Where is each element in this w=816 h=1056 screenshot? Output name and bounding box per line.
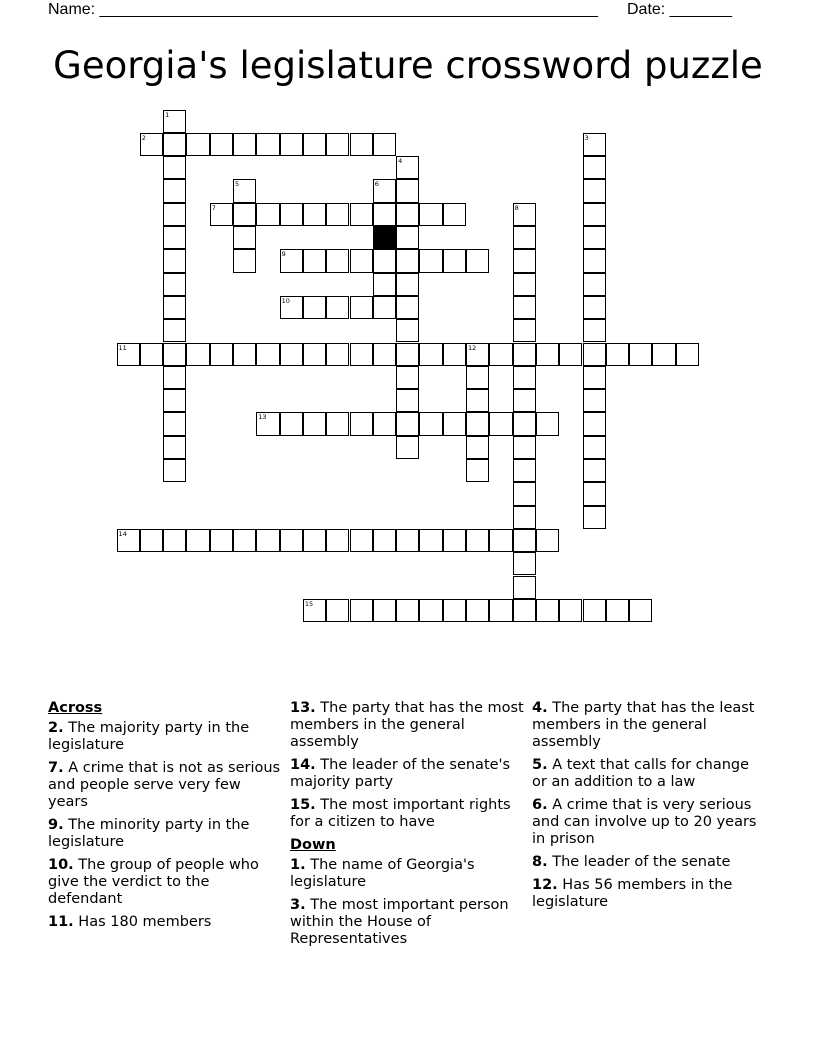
clue-across-7 <box>48 760 284 811</box>
crossword-cell[interactable] <box>163 133 186 156</box>
crossword-cell[interactable] <box>559 343 582 366</box>
clue-number-label: 1 <box>165 110 170 119</box>
clue-text: A crime that is not as serious and people serve very few years <box>48 760 281 810</box>
crossword-cell[interactable] <box>373 179 396 202</box>
crossword-cell[interactable] <box>303 133 326 156</box>
crossword-cell[interactable] <box>373 343 396 366</box>
blocked-cell <box>373 226 396 249</box>
crossword-cell[interactable] <box>536 599 559 622</box>
clue-number: 15. <box>290 797 316 813</box>
crossword-cell[interactable] <box>186 133 209 156</box>
crossword-cell[interactable] <box>443 599 466 622</box>
crossword-cell[interactable] <box>350 599 373 622</box>
clue-number-label: 4 <box>398 157 403 166</box>
clue-text: Has 56 members in the legislature <box>532 877 733 910</box>
crossword-cell[interactable] <box>466 249 489 272</box>
crossword-cell[interactable] <box>303 296 326 319</box>
crossword-cell[interactable] <box>443 412 466 435</box>
crossword-cell[interactable] <box>536 343 559 366</box>
clue-text: The leader of the senate's majority party <box>290 757 511 790</box>
clue-number-label: 10 <box>281 296 290 305</box>
crossword-cell[interactable] <box>350 412 373 435</box>
crossword-cell[interactable] <box>210 203 233 226</box>
crossword-cell[interactable] <box>583 412 606 435</box>
crossword-cell[interactable] <box>629 599 652 622</box>
crossword-cell[interactable] <box>163 343 186 366</box>
crossword-cell[interactable] <box>233 133 256 156</box>
crossword-cell[interactable] <box>466 529 489 552</box>
crossword-cell[interactable] <box>303 529 326 552</box>
clue-number: 11. <box>48 914 74 930</box>
crossword-cell[interactable] <box>303 343 326 366</box>
crossword-cell[interactable] <box>536 529 559 552</box>
crossword-cell[interactable] <box>256 412 279 435</box>
crossword-cell[interactable] <box>419 343 442 366</box>
crossword-cell[interactable] <box>373 203 396 226</box>
crossword-cell[interactable] <box>513 412 536 435</box>
crossword-cell[interactable] <box>513 273 536 296</box>
crossword-cell[interactable] <box>373 529 396 552</box>
crossword-cell[interactable] <box>396 529 419 552</box>
clue-text: Has 180 members <box>78 914 212 930</box>
crossword-cell[interactable] <box>280 296 303 319</box>
clue-number-label: 5 <box>235 180 240 189</box>
clue-number-label: 8 <box>514 203 519 212</box>
clue-text: A crime that is very serious and can involve up to 20 years in prison <box>532 797 757 847</box>
clue-across-15 <box>290 797 526 831</box>
crossword-cell[interactable] <box>419 249 442 272</box>
crossword-cell[interactable] <box>140 133 163 156</box>
crossword-cell[interactable] <box>186 529 209 552</box>
crossword-cell[interactable] <box>117 343 140 366</box>
clue-across-14 <box>290 757 526 791</box>
crossword-cell[interactable] <box>513 529 536 552</box>
clue-text: The group of people who give the verdict to the defendant <box>48 857 259 907</box>
crossword-cell[interactable] <box>583 179 606 202</box>
clue-down-8 <box>532 854 768 871</box>
clue-number-label: 13 <box>258 413 267 422</box>
crossword-cell[interactable] <box>583 366 606 389</box>
crossword-cell[interactable] <box>583 319 606 342</box>
crossword-cell[interactable] <box>163 110 186 133</box>
clue-number-label: 14 <box>118 529 127 538</box>
crossword-cell[interactable] <box>583 296 606 319</box>
clue-number: 5. <box>532 757 548 773</box>
clue-column-2 <box>290 700 526 954</box>
clue-number: 2. <box>48 720 64 736</box>
date-field-label: Date: _______ <box>627 1 732 18</box>
crossword-cell[interactable] <box>326 133 349 156</box>
crossword-cell[interactable] <box>513 552 536 575</box>
crossword-cell[interactable] <box>326 203 349 226</box>
clue-number-label: 11 <box>118 343 127 352</box>
crossword-cell[interactable] <box>652 343 675 366</box>
crossword-cell[interactable] <box>210 529 233 552</box>
clue-text: The most important person within the House of Representatives <box>290 897 509 947</box>
crossword-cell[interactable] <box>373 133 396 156</box>
crossword-cell[interactable] <box>513 506 536 529</box>
clue-number: 8. <box>532 854 548 870</box>
clue-number: 3. <box>290 897 306 913</box>
crossword-cell[interactable] <box>280 529 303 552</box>
crossword-cell[interactable] <box>396 273 419 296</box>
clue-down-5 <box>532 757 768 791</box>
clue-number: 14. <box>290 757 316 773</box>
clue-number-label: 2 <box>141 133 146 142</box>
crossword-cell[interactable] <box>513 296 536 319</box>
crossword-cell[interactable] <box>256 133 279 156</box>
crossword-cell[interactable] <box>489 412 512 435</box>
crossword-cell[interactable] <box>513 249 536 272</box>
crossword-cell[interactable] <box>466 366 489 389</box>
crossword-cell[interactable] <box>606 343 629 366</box>
crossword-cell[interactable] <box>466 343 489 366</box>
crossword-cell[interactable] <box>303 249 326 272</box>
crossword-cell[interactable] <box>466 389 489 412</box>
crossword-cell[interactable] <box>303 203 326 226</box>
crossword-cell[interactable] <box>443 529 466 552</box>
crossword-cell[interactable] <box>163 296 186 319</box>
crossword-cell[interactable] <box>210 133 233 156</box>
crossword-cell[interactable] <box>513 366 536 389</box>
crossword-cell[interactable] <box>583 599 606 622</box>
crossword-cell[interactable] <box>583 133 606 156</box>
crossword-cell[interactable] <box>233 203 256 226</box>
crossword-cell[interactable] <box>163 156 186 179</box>
crossword-cell[interactable] <box>350 296 373 319</box>
clue-down-6 <box>532 797 768 848</box>
crossword-cell[interactable] <box>629 343 652 366</box>
crossword-cell[interactable] <box>233 343 256 366</box>
crossword-cell[interactable] <box>396 599 419 622</box>
clue-number-label: 3 <box>584 133 589 142</box>
crossword-cell[interactable] <box>583 436 606 459</box>
crossword-cell[interactable] <box>443 249 466 272</box>
crossword-cell[interactable] <box>419 412 442 435</box>
crossword-cell[interactable] <box>583 389 606 412</box>
crossword-cell[interactable] <box>466 412 489 435</box>
clue-number: 13. <box>290 700 316 716</box>
crossword-cell[interactable] <box>117 529 140 552</box>
clue-down-4 <box>532 700 768 751</box>
crossword-cell[interactable] <box>350 529 373 552</box>
crossword-cell[interactable] <box>256 343 279 366</box>
crossword-cell[interactable] <box>326 412 349 435</box>
crossword-cell[interactable] <box>676 343 699 366</box>
clue-across-2 <box>48 720 284 754</box>
crossword-cell[interactable] <box>396 436 419 459</box>
clue-number: 1. <box>290 857 306 873</box>
crossword-cell[interactable] <box>233 226 256 249</box>
crossword-cell[interactable] <box>303 412 326 435</box>
clue-text: A text that calls for change or an addition to a law <box>532 757 750 790</box>
clue-text: The leader of the senate <box>552 854 731 870</box>
crossword-cell[interactable] <box>583 459 606 482</box>
clue-across-9 <box>48 817 284 851</box>
clue-across-11 <box>48 914 284 931</box>
crossword-cell[interactable] <box>513 319 536 342</box>
crossword-cell[interactable] <box>396 226 419 249</box>
clue-text: The party that has the most members in the general assembly <box>290 700 524 750</box>
crossword-cell[interactable] <box>513 203 536 226</box>
down-heading: Down <box>290 837 336 853</box>
clue-across-10 <box>48 857 284 908</box>
crossword-cell[interactable] <box>373 249 396 272</box>
clue-number-label: 9 <box>281 250 286 259</box>
crossword-cell[interactable] <box>233 179 256 202</box>
crossword-cell[interactable] <box>396 389 419 412</box>
clue-text: The party that has the least members in the general assembly <box>532 700 755 750</box>
clue-text: The most important rights for a citizen to have <box>290 797 511 830</box>
clue-number: 6. <box>532 797 548 813</box>
crossword-cell[interactable] <box>280 133 303 156</box>
crossword-cell[interactable] <box>326 599 349 622</box>
clue-column-1 <box>48 700 284 937</box>
crossword-cell[interactable] <box>396 319 419 342</box>
clue-number-label: 7 <box>211 203 216 212</box>
crossword-cell[interactable] <box>489 599 512 622</box>
name-field-label: Name: ________________________________________________________ <box>48 1 598 18</box>
across-heading: Across <box>48 700 103 716</box>
crossword-cell[interactable] <box>140 343 163 366</box>
crossword-cell[interactable] <box>513 482 536 505</box>
crossword-cell[interactable] <box>280 249 303 272</box>
clue-number-label: 6 <box>374 180 379 189</box>
crossword-cell[interactable] <box>140 529 163 552</box>
crossword-cell[interactable] <box>233 249 256 272</box>
crossword-cell[interactable] <box>443 343 466 366</box>
crossword-cell[interactable] <box>163 179 186 202</box>
page-title: Georgia's legislature crossword puzzle <box>53 44 763 87</box>
crossword-cell[interactable] <box>583 226 606 249</box>
crossword-cell[interactable] <box>513 436 536 459</box>
crossword-cell[interactable] <box>513 459 536 482</box>
crossword-cell[interactable] <box>163 319 186 342</box>
crossword-cell[interactable] <box>466 459 489 482</box>
crossword-cell[interactable] <box>163 529 186 552</box>
clue-text: The name of Georgia's legislature <box>290 857 475 890</box>
crossword-cell[interactable] <box>233 529 256 552</box>
crossword-cell[interactable] <box>396 412 419 435</box>
crossword-cell[interactable] <box>466 599 489 622</box>
crossword-cell[interactable] <box>280 412 303 435</box>
crossword-cell[interactable] <box>210 343 233 366</box>
crossword-cell[interactable] <box>536 412 559 435</box>
crossword-cell[interactable] <box>419 599 442 622</box>
crossword-cell[interactable] <box>583 156 606 179</box>
crossword-cell[interactable] <box>163 273 186 296</box>
crossword-cell[interactable] <box>280 203 303 226</box>
crossword-cell[interactable] <box>396 343 419 366</box>
crossword-cell[interactable] <box>373 273 396 296</box>
crossword-cell[interactable] <box>583 249 606 272</box>
clue-text: The majority party in the legislature <box>48 720 250 753</box>
crossword-cell[interactable] <box>559 599 582 622</box>
clue-number: 4. <box>532 700 548 716</box>
crossword-cell[interactable] <box>606 599 629 622</box>
crossword-cell[interactable] <box>350 343 373 366</box>
clue-number: 9. <box>48 817 64 833</box>
clue-number: 12. <box>532 877 558 893</box>
crossword-cell[interactable] <box>466 436 489 459</box>
crossword-cell[interactable] <box>256 203 279 226</box>
crossword-cell[interactable] <box>163 436 186 459</box>
clue-down-3 <box>290 897 526 948</box>
clue-down-12 <box>532 877 768 911</box>
crossword-cell[interactable] <box>350 203 373 226</box>
crossword-cell[interactable] <box>373 599 396 622</box>
crossword-cell[interactable] <box>396 249 419 272</box>
crossword-cell[interactable] <box>163 459 186 482</box>
crossword-cell[interactable] <box>373 412 396 435</box>
crossword-cell[interactable] <box>186 343 209 366</box>
crossword-cell[interactable] <box>583 482 606 505</box>
crossword-cell[interactable] <box>443 203 466 226</box>
crossword-cell[interactable] <box>419 203 442 226</box>
crossword-cell[interactable] <box>583 203 606 226</box>
clue-number: 7. <box>48 760 64 776</box>
crossword-cell[interactable] <box>513 599 536 622</box>
crossword-cell[interactable] <box>373 296 396 319</box>
crossword-cell[interactable] <box>513 343 536 366</box>
crossword-cell[interactable] <box>396 203 419 226</box>
clue-across-13 <box>290 700 526 751</box>
crossword-cell[interactable] <box>396 366 419 389</box>
crossword-cell[interactable] <box>163 226 186 249</box>
crossword-cell[interactable] <box>489 529 512 552</box>
crossword-cell[interactable] <box>419 529 442 552</box>
crossword-cell[interactable] <box>396 296 419 319</box>
crossword-cell[interactable] <box>303 599 326 622</box>
crossword-cell[interactable] <box>326 296 349 319</box>
crossword-cell[interactable] <box>256 529 279 552</box>
crossword-cell[interactable] <box>280 343 303 366</box>
crossword-cell[interactable] <box>326 343 349 366</box>
clue-number-label: 12 <box>468 343 477 352</box>
clue-column-3 <box>532 700 768 917</box>
crossword-cell[interactable] <box>326 529 349 552</box>
crossword-cell[interactable] <box>350 249 373 272</box>
crossword-cell[interactable] <box>163 366 186 389</box>
crossword-cell[interactable] <box>163 389 186 412</box>
crossword-cell[interactable] <box>513 389 536 412</box>
crossword-cell[interactable] <box>350 133 373 156</box>
crossword-cell[interactable] <box>583 273 606 296</box>
crossword-cell[interactable] <box>513 576 536 599</box>
crossword-cell[interactable] <box>163 412 186 435</box>
clue-number-label: 15 <box>304 599 314 608</box>
clue-down-1 <box>290 857 526 891</box>
crossword-cell[interactable] <box>489 343 512 366</box>
clue-number: 10. <box>48 857 74 873</box>
crossword-cell[interactable] <box>163 203 186 226</box>
crossword-cell[interactable] <box>513 226 536 249</box>
crossword-cell[interactable] <box>163 249 186 272</box>
clue-text: The minority party in the legislature <box>48 817 250 850</box>
crossword-cell[interactable] <box>583 343 606 366</box>
crossword-cell[interactable] <box>326 249 349 272</box>
crossword-cell[interactable] <box>396 179 419 202</box>
crossword-cell[interactable] <box>396 156 419 179</box>
crossword-cell[interactable] <box>583 506 606 529</box>
